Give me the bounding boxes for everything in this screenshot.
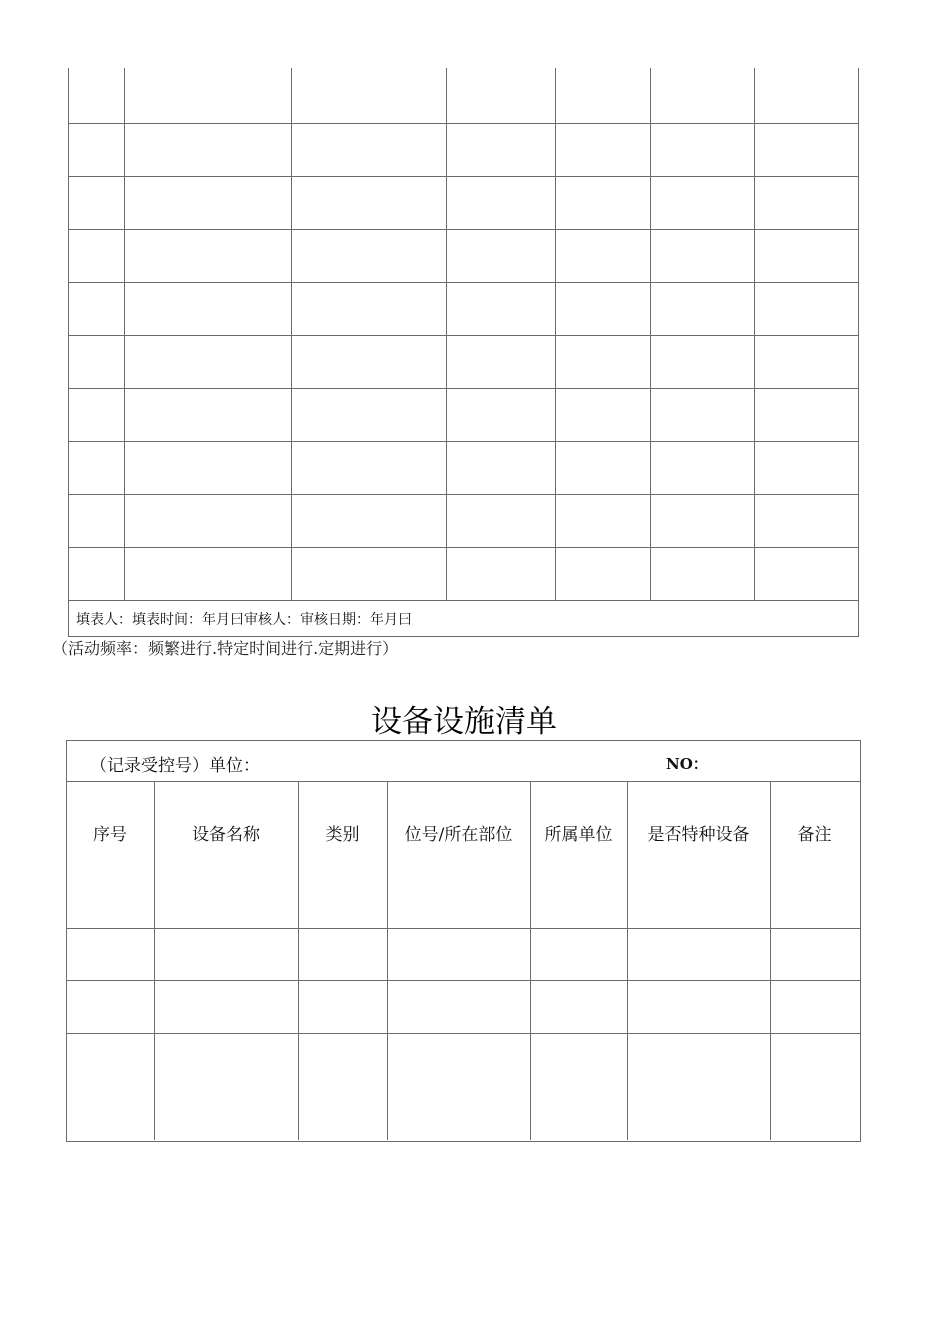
table-cell[interactable] <box>447 68 555 123</box>
table-cell[interactable] <box>69 282 124 335</box>
table-cell[interactable] <box>292 494 446 547</box>
table-cell[interactable] <box>771 929 859 980</box>
table-cell[interactable] <box>556 494 650 547</box>
table-cell[interactable] <box>447 123 555 176</box>
table-cell[interactable] <box>755 229 858 282</box>
table-cell[interactable] <box>69 68 124 123</box>
signature-line: 填表人：填表时间：年月曰审核人：审核日期：年月曰 <box>76 611 412 628</box>
table-cell[interactable] <box>556 68 650 123</box>
table-cell[interactable] <box>125 547 291 600</box>
table-cell[interactable] <box>531 981 627 1033</box>
table-cell[interactable] <box>292 547 446 600</box>
table-cell[interactable] <box>447 176 555 229</box>
table-cell[interactable] <box>447 441 555 494</box>
table-cell[interactable] <box>628 981 770 1033</box>
table-cell[interactable] <box>755 547 858 600</box>
table-cell[interactable] <box>651 282 754 335</box>
table-cell[interactable] <box>771 1034 859 1140</box>
header-location: 位号/所在部位 <box>404 825 513 845</box>
header-special-equipment: 是否特种设备 <box>647 825 750 845</box>
table-cell[interactable] <box>292 68 446 123</box>
header-index: 序号 <box>93 825 127 845</box>
table-cell[interactable] <box>125 282 291 335</box>
table-cell[interactable] <box>556 229 650 282</box>
unit-label: （记录受控号）单位： <box>90 756 260 776</box>
table-cell[interactable] <box>556 282 650 335</box>
table-cell[interactable] <box>125 123 291 176</box>
table-cell[interactable] <box>755 494 858 547</box>
record-table-grid <box>68 68 859 600</box>
table-cell[interactable] <box>125 441 291 494</box>
table-cell[interactable] <box>651 176 754 229</box>
table-cell[interactable] <box>447 547 555 600</box>
table-cell[interactable] <box>556 388 650 441</box>
table-cell[interactable] <box>69 547 124 600</box>
table-cell[interactable] <box>388 929 530 980</box>
table-cell[interactable] <box>67 929 154 980</box>
table-cell[interactable] <box>292 441 446 494</box>
table-cell[interactable] <box>651 229 754 282</box>
table-cell[interactable] <box>556 335 650 388</box>
table-cell[interactable] <box>556 176 650 229</box>
table-cell[interactable] <box>531 1034 627 1140</box>
table-cell[interactable] <box>155 1034 298 1140</box>
record-number-label: NO： <box>666 755 708 773</box>
table-cell[interactable] <box>651 547 754 600</box>
record-table-footer <box>68 600 859 637</box>
table-cell[interactable] <box>556 123 650 176</box>
table-cell[interactable] <box>628 1034 770 1140</box>
table-cell[interactable] <box>531 929 627 980</box>
row-rule <box>66 781 860 782</box>
table-cell[interactable] <box>292 282 446 335</box>
header-remarks: 备注 <box>797 825 832 845</box>
table-cell[interactable] <box>292 388 446 441</box>
page-title: 设备设施清单 <box>371 704 557 740</box>
table-cell[interactable] <box>69 335 124 388</box>
table-cell[interactable] <box>651 494 754 547</box>
table-cell[interactable] <box>67 981 154 1033</box>
table-cell[interactable] <box>299 981 387 1033</box>
table-cell[interactable] <box>388 1034 530 1140</box>
table-cell[interactable] <box>69 229 124 282</box>
table-cell[interactable] <box>69 494 124 547</box>
table-cell[interactable] <box>125 388 291 441</box>
table-cell[interactable] <box>755 123 858 176</box>
table-cell[interactable] <box>69 388 124 441</box>
table-cell[interactable] <box>755 68 858 123</box>
table-cell[interactable] <box>388 981 530 1033</box>
table-cell[interactable] <box>447 388 555 441</box>
table-cell[interactable] <box>755 282 858 335</box>
table-cell[interactable] <box>755 176 858 229</box>
table-cell[interactable] <box>125 335 291 388</box>
table-cell[interactable] <box>447 229 555 282</box>
table-cell[interactable] <box>292 335 446 388</box>
table-cell[interactable] <box>125 229 291 282</box>
table-cell[interactable] <box>771 981 859 1033</box>
table-cell[interactable] <box>292 229 446 282</box>
table-cell[interactable] <box>447 282 555 335</box>
record-table-continued <box>68 68 859 628</box>
table-cell[interactable] <box>69 176 124 229</box>
table-cell[interactable] <box>447 494 555 547</box>
table-cell[interactable] <box>299 1034 387 1140</box>
header-category: 类别 <box>325 825 360 845</box>
table-cell[interactable] <box>755 388 858 441</box>
table-cell[interactable] <box>447 335 555 388</box>
table-cell[interactable] <box>125 494 291 547</box>
table-cell[interactable] <box>755 335 858 388</box>
table-cell[interactable] <box>69 123 124 176</box>
table-cell[interactable] <box>292 176 446 229</box>
table-cell[interactable] <box>292 123 446 176</box>
table-cell[interactable] <box>651 123 754 176</box>
table-cell[interactable] <box>651 335 754 388</box>
equipment-list-table <box>66 740 860 1141</box>
table-cell[interactable] <box>556 441 650 494</box>
column-rule <box>858 68 859 600</box>
table-cell[interactable] <box>67 1034 154 1140</box>
table-cell[interactable] <box>155 981 298 1033</box>
table-cell[interactable] <box>651 388 754 441</box>
table-cell[interactable] <box>651 68 754 123</box>
table-cell[interactable] <box>556 547 650 600</box>
table-cell[interactable] <box>651 441 754 494</box>
table-cell[interactable] <box>155 929 298 980</box>
table-cell[interactable] <box>125 68 291 123</box>
table-cell[interactable] <box>628 929 770 980</box>
table-cell[interactable] <box>69 441 124 494</box>
header-equipment-name: 设备名称 <box>192 825 260 845</box>
table-cell[interactable] <box>125 176 291 229</box>
activity-frequency-note: （活动频率：频繁进行.特定时间进行.定期进行） <box>52 639 399 658</box>
table-cell[interactable] <box>755 441 858 494</box>
table-cell[interactable] <box>299 929 387 980</box>
header-owner-unit: 所属单位 <box>544 825 613 845</box>
